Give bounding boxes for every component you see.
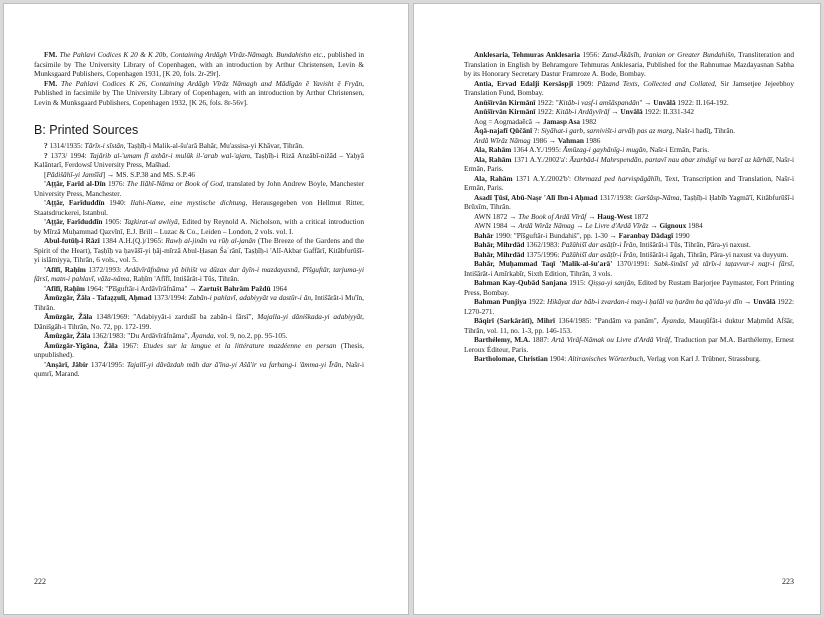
entry-text: , Published in facsimile by The University Library of Copenhagen, with an introduction by Arthur Christensen, Levin & Munksgaard Publishers, Copenhagen 1932, [K 26, fols. 8r-56v]. <box>34 78 364 107</box>
entry-title: Ardā Wīrāz Nāmag <box>474 135 531 145</box>
entry-title: Tārīx-i sīstān <box>84 141 124 150</box>
entry-author: FM. <box>44 50 58 59</box>
entry-author: Bahman Kay-Qubād Sanjana <box>474 278 568 287</box>
bibliography-entry <box>464 50 794 79</box>
entry-title: Pāzand Texts, Collected and Collated <box>597 78 715 88</box>
entry-text: 1372/1993: <box>85 264 125 274</box>
entry-title: Zabān-i pahlavī, adabiyyāt va dastūr-i ān <box>188 293 312 302</box>
entry-author: 'Afīfī, Raḥīm <box>44 283 85 293</box>
left-page-column <box>34 50 364 379</box>
entry-title: Āyanda <box>191 331 214 340</box>
entry-title: Artâ Virâf-Nâmak ou Livre d'Ardâ Virâf <box>551 335 671 344</box>
entry-text: , Taṣḥīḥ-i Rizā Anzābī-nižād – Yaḥyā Kalāntarī, Ferdowsī University Press, Mašhad. <box>34 150 364 169</box>
entry-author: Āqā-najafī Qūčānī <box>474 126 533 135</box>
entry-text: 1317/1938: <box>597 192 635 202</box>
entry-author: FM. <box>44 78 58 88</box>
entry-text: 1984 <box>686 221 703 230</box>
entry-text: , Edited by Rustam Barjorjee Paymaster, Fort Printing Press, Bombay. <box>464 278 795 297</box>
printed-source-entries-continued <box>464 50 794 364</box>
entry-title: Sabk-šināsī yā tārīx-i taṭavvur-i naṯr-i fārsī <box>653 259 793 268</box>
bibliography-entry <box>464 354 794 364</box>
entry-text: , Raḥīm 'Afīfī, Intišārāt-i Tūs, Tihrān. <box>129 274 240 283</box>
entry-author: Āmūzgār, Žāla <box>44 331 91 340</box>
entry-text: 1904: <box>547 354 569 363</box>
entry-author: Bahār, Mihrdād <box>474 240 525 249</box>
bibliography-entry <box>464 278 794 297</box>
entry-text: 1976: <box>105 179 127 188</box>
entry-author: Āmūzgār-Yigāna, Žāla <box>44 340 118 350</box>
entry-text: , Našr-i Ermān, Paris. <box>645 145 710 154</box>
entry-title: Qiṣṣa-yi sanjān <box>587 278 634 287</box>
entry-text: , Našr-i qumrī, Marand. <box>34 359 365 378</box>
right-page <box>414 4 820 614</box>
entry-title: Pažūhišī dar asāṭīr-i Īrān <box>561 249 636 259</box>
bibliography-entry <box>464 98 794 108</box>
entry-author: Bāqirī (Sarkārātī), Mihrī <box>474 316 556 325</box>
bibliography-entry <box>34 198 364 217</box>
bibliography-entry <box>34 79 364 108</box>
entry-author: Bahman Punjiya <box>474 297 527 306</box>
entry-author: Abul-futūḥ-i Rāzī <box>44 236 100 245</box>
entry-author: ? <box>44 150 48 160</box>
entry-author: 'Aṭṭār, Farīduddīn <box>44 198 105 207</box>
entry-text: 1940: <box>104 198 131 207</box>
entry-text: 1374/1995: <box>88 359 127 369</box>
bibliography-entry <box>34 179 364 198</box>
page-number-left: 222 <box>34 577 46 586</box>
entry-text: 1986 → <box>530 135 558 145</box>
entry-text: 1964 <box>270 283 287 293</box>
entry-author: Faranbay Dādagī <box>618 230 674 240</box>
entry-author: Haug-West <box>597 211 633 221</box>
entry-author: 'Afīfī, Raḥīm <box>44 264 86 274</box>
bibliography-entry <box>34 217 364 236</box>
entry-title: The Ilāhī-Nāma or Book of God <box>126 179 223 188</box>
entry-title: Rawḥ al-jinān va rūḥ al-janān <box>165 236 256 245</box>
entry-author: Unvālā <box>653 97 676 107</box>
bibliography-entry <box>34 293 364 312</box>
bibliography-entry <box>464 231 794 241</box>
manuscript-entries <box>34 50 364 107</box>
entry-title: Kitāb-i vaṣf-i amšāspandān <box>558 97 640 107</box>
entry-text: 1922: II.331-342 <box>642 107 694 116</box>
bibliography-entry <box>34 236 364 265</box>
entry-text: , Našr-i Ermān, Paris. <box>464 154 794 173</box>
entry-author: Ala, Rahām <box>474 145 512 154</box>
entry-text: 1922: I.270-271. <box>464 297 794 316</box>
entry-text: , Intišārāt-i Mu'īn, Tihrān. <box>34 293 364 312</box>
entry-text: , Transliteration and Translation in English by Behramgore Tehmuras Anklesaria, Published for the Rahnumae Mazdayasnan Sabha by its Honorary Secretary Dastur Framroze A. Bode, Bombay. <box>464 50 794 78</box>
section-title: B: Printed Sources <box>34 123 139 137</box>
entry-text: 1909: <box>573 78 598 88</box>
entry-title: Majalla-yi dāniškada-yi adabiyyāt <box>257 312 363 321</box>
entry-author: Āmūzgār, Žāla <box>44 312 93 321</box>
entry-title: Pažūhišī dar asāṭīr-i Īrān <box>561 240 636 249</box>
entry-author: 'Anṣārī, Jābir <box>44 359 89 369</box>
bibliography-entry <box>464 126 794 136</box>
entry-text: , vol. 9, no.2, pp. 95-105. <box>213 331 288 340</box>
entry-author: Bahār, Mihrdād <box>474 249 525 259</box>
entry-author: Zartušt Bahrām Paždū <box>198 283 271 293</box>
entry-title: Etudes sur la langue et la littérature mazdéenne en persan <box>143 340 337 350</box>
entry-text: , Edited by Reynold A. Nicholson, with a critical introduction by Mīrzā Muḥammad Qazvīnī, E.J. Brill – Luzac & Co., Leiden – London, 2 vols. vol. I. <box>34 217 364 236</box>
entry-text: 1364 A.Y./1995: <box>511 145 563 154</box>
entry-title: Ilahi-Name, eine mystische dichtung <box>130 198 246 207</box>
entry-text: 1370/1991: <box>612 259 654 268</box>
bibliography-entry <box>464 174 794 193</box>
bibliography-entry <box>34 265 364 284</box>
entry-author: Anūšīrvān Kirmānī <box>474 107 536 116</box>
bibliography-entry <box>464 297 794 316</box>
bibliography-entry <box>464 240 794 250</box>
page-number-right: 223 <box>782 577 794 586</box>
entry-text: , Dānišgāh-i Tihrān, No. 72, pp. 172-199. <box>34 312 364 331</box>
bibliography-entry <box>34 151 364 170</box>
entry-author: Anklesaria, Tehmuras Anklesaria <box>474 50 580 59</box>
bibliography-entry <box>464 155 794 174</box>
entry-text: 1922: " <box>535 97 559 107</box>
bibliography-entry <box>464 250 794 260</box>
entry-text: [ <box>44 169 47 179</box>
entry-title: Taẕkirat-ul awliyā <box>124 217 178 226</box>
entry-author: Bahār, Muḥammad Taqī 'Malik-al-šu'arā' <box>474 259 613 268</box>
printed-source-entries <box>34 141 364 379</box>
entry-text: 1375/1996: <box>524 249 562 259</box>
entry-text: , Intišārāt-i Tūs, Tihrān, Pāra-yi naxust. <box>635 240 751 249</box>
bibliography-entry <box>34 331 364 341</box>
entry-text: 1905: <box>102 217 125 226</box>
entry-text: 1922: <box>526 297 547 306</box>
entry-title: Kitāb-i Ardāyvīrāf <box>555 107 610 116</box>
bibliography-entry <box>464 193 794 212</box>
entry-text: → <box>586 211 598 221</box>
entry-text: 1364/1985: "Pandām va panām", <box>555 316 662 325</box>
bibliography-entry <box>464 107 794 117</box>
entry-text: , published in facsimile by The University Library of Copenhagen, with an introduction by Arthur Christensen, Levin & Munksgaard Publishers, Copenhagen 1931, [K 20, fols. 2r-29r]. <box>34 50 364 78</box>
entry-author: Unvālā <box>753 297 776 306</box>
bibliography-entry <box>464 79 794 98</box>
entry-title: Tajārib al-'umam fī axbār-i mulūk il-'arab wal-'ajam <box>89 150 250 160</box>
entry-text: 1956: <box>579 50 602 59</box>
entry-text: → <box>609 107 621 116</box>
entry-author: Unvālā <box>620 107 643 116</box>
entry-author: ? <box>44 141 48 150</box>
bibliography-entry <box>464 136 794 146</box>
bibliography-entry <box>34 312 364 331</box>
entry-text: → <box>648 221 660 230</box>
entry-text: 1982 <box>580 116 597 126</box>
entry-text: , Taṣḥīḥ-i Ḥabīb Yagmā'ī, Kitābfurūšī-i Brūxīm, Tihrān. <box>464 192 795 211</box>
entry-text: ?: <box>532 126 542 135</box>
entry-text: 1314/1935: <box>47 141 85 150</box>
bibliography-entry <box>464 259 794 278</box>
bibliography-entry <box>34 50 364 79</box>
bibliography-entry <box>464 117 794 127</box>
entry-title: Zand-Ākāsīh, Iranian or Greater Bundahišn <box>601 50 734 59</box>
bibliography-entry <box>34 360 364 379</box>
entry-text: 1362/1983: <box>524 240 562 249</box>
left-page <box>4 4 408 614</box>
entry-author: Ala, Rahām <box>474 154 512 164</box>
entry-text: " → <box>639 97 654 107</box>
entry-text: 1371 A.Y./2002'a': <box>511 154 570 164</box>
entry-author: Vahman <box>557 135 584 145</box>
bibliography-entry <box>464 145 794 155</box>
entry-title: Garšāsp-Nāma <box>634 192 680 202</box>
entry-text: , Intišārāt-i āgah, Tihrān, Pāra-yi naxust va duyyum. <box>635 249 789 259</box>
entry-text: 1373/1994: <box>151 293 189 302</box>
bibliography-entry <box>34 170 364 180</box>
bibliography-entry <box>464 316 794 335</box>
entry-title: Hikāyat dar bāb-i zvardan-i may-i ḥalāl va ḥarām ba qā'ida-yi dīn <box>546 297 743 306</box>
entry-text: 1990 <box>673 230 690 240</box>
entry-title: Altiranisches Wörterbuch <box>568 354 644 363</box>
entry-text: Aog = Aogmadaēcā → <box>474 116 543 126</box>
entry-title: Āyanda <box>661 316 685 325</box>
entry-text: (The Breeze of the Gardens and the Spirit of the Heart), Taṣḥīḥ va ḥavāšī-yi ḥāj-mīrzā Abul-Ḥasan Šaʿrānī, Taṣḥīḥ-i 'Alī-Akbar Gaffārī, Kitābfurūšī-yi islāmiyya, Tihrān, 6 vols., vol. 5. <box>34 236 364 264</box>
entry-title: Āzarbād-i Mahrspendān, partavī nau abar zindigī va barzī az kārhāī <box>569 154 773 164</box>
entry-text: 1373/ 1994: <box>47 150 90 160</box>
bibliography-entry <box>464 335 794 354</box>
bibliography-entry <box>34 141 364 151</box>
entry-text: , Našr-i hadīṯ, Tihrān. <box>672 126 736 135</box>
entry-text: 1371 A.Y./2002'b': <box>512 173 575 183</box>
entry-author: Ala, Rahām <box>474 173 513 183</box>
entry-text: 1348/1969: "Adabiyyāt-i zardušī ba zabān-i fārsī", <box>92 312 258 321</box>
entry-text: , Intišārāt-i Amīrkabīr, Sixth Edition, Tihrān, 3 vols. <box>464 259 795 278</box>
entry-text: 1967: <box>117 340 144 350</box>
entry-author: 'Aṭṭār, Farīduddīn <box>44 217 103 226</box>
entry-text: 1872 <box>632 211 649 221</box>
entry-text: 1384 A.H.(Q.)/1965: <box>99 236 166 245</box>
entry-title: Tajallī-yi dāvāzdah māh dar ā'īna-yi Ašā'ir va farhang-i 'āmma-yi Īrān <box>126 359 342 369</box>
entry-text: AWN 1872 → <box>474 211 519 221</box>
entry-text: , Text, Transcription and Translation, Našr-i Ermān, Paris. <box>464 173 795 192</box>
entry-title: Ohrmazd ped harvispāgāhīh <box>574 173 661 183</box>
bibliography-entry <box>34 284 364 294</box>
entry-text: , Traduction par M.A. Barthélemy, Ernest Leroux Éditeur, Paris. <box>464 335 794 354</box>
entry-text: , Mauqūfāt-i duktur Maḥmūd Afšār, Tihrān, vol. 11, no. 1-3, pp. 146-153. <box>464 316 794 335</box>
right-page-column <box>464 50 794 364</box>
entry-text: → <box>742 297 754 306</box>
entry-author: Jamasp Asa <box>542 116 581 126</box>
entry-title: Siyāhat-i garb, sarnivišt-i arvāḥ pas az marg <box>541 126 673 135</box>
entry-author: Barthélemy, M.A. <box>474 335 531 344</box>
entry-author: Asadī Ṭūsī, Abū-Naṣr 'Alī Ibn-i Aḥmad <box>474 192 598 202</box>
entry-text: 1990: "Pīšguftār-i Bundahiš", pp. 1-30 → <box>493 230 619 240</box>
entry-text: , Verlag von Karl J. Trübner, Strassburg. <box>643 354 761 363</box>
entry-title: The Book of Ardā Vīrāf <box>518 211 587 221</box>
entry-text: (Thesis, unpublished). <box>34 340 364 359</box>
entry-text: , Taṣḥīḥ-i Malik-al-šu'arā Bahār, Mu'assisa-yi Khāvar, Tihrān. <box>123 141 304 150</box>
entry-text: AWN 1984 → <box>474 221 519 230</box>
bibliography-entry <box>464 212 794 222</box>
entry-text: 1964: "Pīšguftār-i Ardāvīrāfnāma" → <box>84 283 199 293</box>
entry-author: Bartholomae, Christian <box>474 354 548 363</box>
entry-title: The Pahlavi Codices K 20 & K 20b, Containing Ardāgh Vīrāz-Nāmagh. Bundahishn etc. <box>57 50 324 59</box>
entry-title: The Pahlavi Codices K 26, Containing Ardāgh Vīrāz Nāmagh and Mādīgān ē Yavisht ē Fryān <box>57 78 363 88</box>
entry-author: Gignoux <box>659 221 687 230</box>
entry-author: Āmūzgār, Žāla - Tafaẓẓulī, Aḥmad <box>44 293 152 302</box>
bibliography-entry <box>34 341 364 360</box>
entry-text: 1986 <box>583 135 601 145</box>
entry-text: 1922: II.164-192. <box>675 97 729 107</box>
entry-text: , Sir Jamsetjee Jejeebhoy Translation Fund, Bombay. <box>464 78 794 97</box>
entry-text: ] → MS. S.P.38 and MS. S.P.46 <box>102 169 196 179</box>
entry-author: Anūšīrvān Kirmānī <box>474 97 536 107</box>
entry-author: Antia, Ervad Edalji Kersāspjī <box>474 78 574 88</box>
entry-text: , translated by John Andrew Boyle, Manchester University Press, Manchester. <box>34 179 365 198</box>
entry-author: 'Aṭṭār, Farīd al-Dīn <box>44 179 106 188</box>
entry-title: Ardā Wirāz Nāmag → Le Livre d'Ardā Vīrāz <box>518 221 649 230</box>
entry-title: Āmūzag-i gayhānīg-i mugān <box>562 145 646 154</box>
entry-text: 1362/1983: "Du Ardāvīrāfnāma", <box>90 331 192 340</box>
entry-text: 1887: <box>530 335 552 344</box>
entry-text: 1922: <box>535 107 556 116</box>
entry-title: Pādišāhī-yi Jamšīd <box>46 169 103 179</box>
entry-text: 1915: <box>567 278 588 287</box>
entry-text: , Herausgegeben von Hellmut Ritter, Staatsdruckerei, Istanbul. <box>34 198 364 217</box>
entry-title: Ardāvīrāfnāma yā bihišt va dūzax dar āyīn-i mazdayasnā, Pīšguftār, tarjuma-yi fārsī, matn-i pahlavī, vāža-nāma <box>34 264 365 283</box>
entry-author: Bahār <box>474 230 494 240</box>
bibliography-entry <box>464 221 794 231</box>
